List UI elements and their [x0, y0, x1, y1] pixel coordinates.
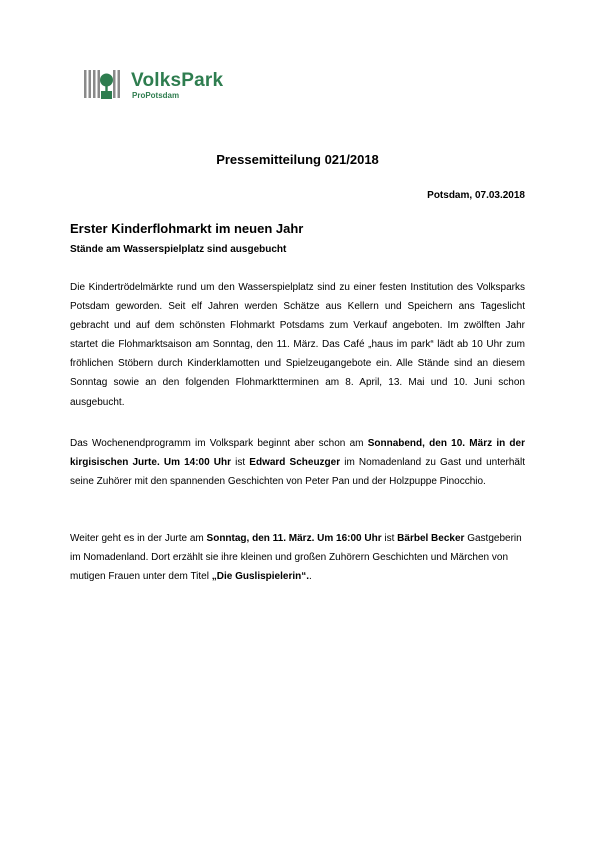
paragraph-3 [70, 529, 525, 586]
p2-bold-date: Sonnabend, den 10. März in der kirgisischen Jurte. Um 14:00 Uhr [70, 438, 525, 469]
p2-text-3: im Nomadenland zu Gast und unterhält seine Zuhörer mit den spannenden Geschichten von Peter Pan und der Holzpuppe Pinocchio. [70, 457, 525, 488]
p3-text-3: Gastgeberin im Nomadenland. Dort erzählt sie ihre kleinen und großen Zuhörern Geschichten und Märchen von mutigen Frauen unter dem Titel [70, 533, 522, 583]
p2-bold-name: Edward Scheuzger [249, 457, 341, 469]
dateline: Potsdam, 07.03.2018 [427, 190, 525, 201]
p3-bold-date: Sonntag, den 11. März. Um 16:00 Uhr [206, 533, 382, 544]
logo-wordmark: VolksPark [131, 70, 224, 91]
p3-bold-name: Bärbel Becker [397, 533, 465, 544]
paragraph-2 [70, 434, 525, 491]
p3-text-4: . [309, 571, 312, 583]
logo-subtitle: ProPotsdam [132, 91, 180, 100]
subheadline: Stände am Wasserspielplatz sind ausgebucht [70, 244, 287, 255]
paragraph-1: Die Kindertrödelmärkte rund um den Wasserspielplatz sind zu einer festen Institution des Volksparks Potsdam geworden. Seit elf Jahren werden Schätze aus Kellern und Speichern ans Tageslicht gebracht und auf dem schönsten Flohmarkt Potsdams zum Verkauf angeboten. Im zwölften Jahr startet die Flohmarktsaison am Sonntag, den 11. März. Das Café „haus im park“ lädt ab 10 Uhr zum fröhlichen Stöbern durch Kinderklamotten und Spielzeugangebote ein. Alle Stände sind an diesem Sonntag sowie an den folgenden Flohmarktterminen am 8. April, 13. Mai und 10. Juni schon ausgebucht. [70, 282, 525, 408]
p2-text-2: ist [231, 457, 250, 469]
volkspark-logo [84, 68, 254, 104]
headline: Erster Kinderflohmarkt im neuen Jahr [70, 221, 304, 236]
logo-emblem-icon [84, 68, 128, 104]
p2-text-1: Das Wochenendprogramm im Volkspark beginnt aber schon am [70, 438, 368, 449]
p3-text-2: ist [381, 533, 398, 544]
p3-text-1: Weiter geht es in der Jurte am [70, 533, 207, 544]
p3-bold-title: „Die Guslispielerin“. [211, 571, 310, 583]
press-release-title: Pressemitteilung 021/2018 [216, 152, 379, 167]
